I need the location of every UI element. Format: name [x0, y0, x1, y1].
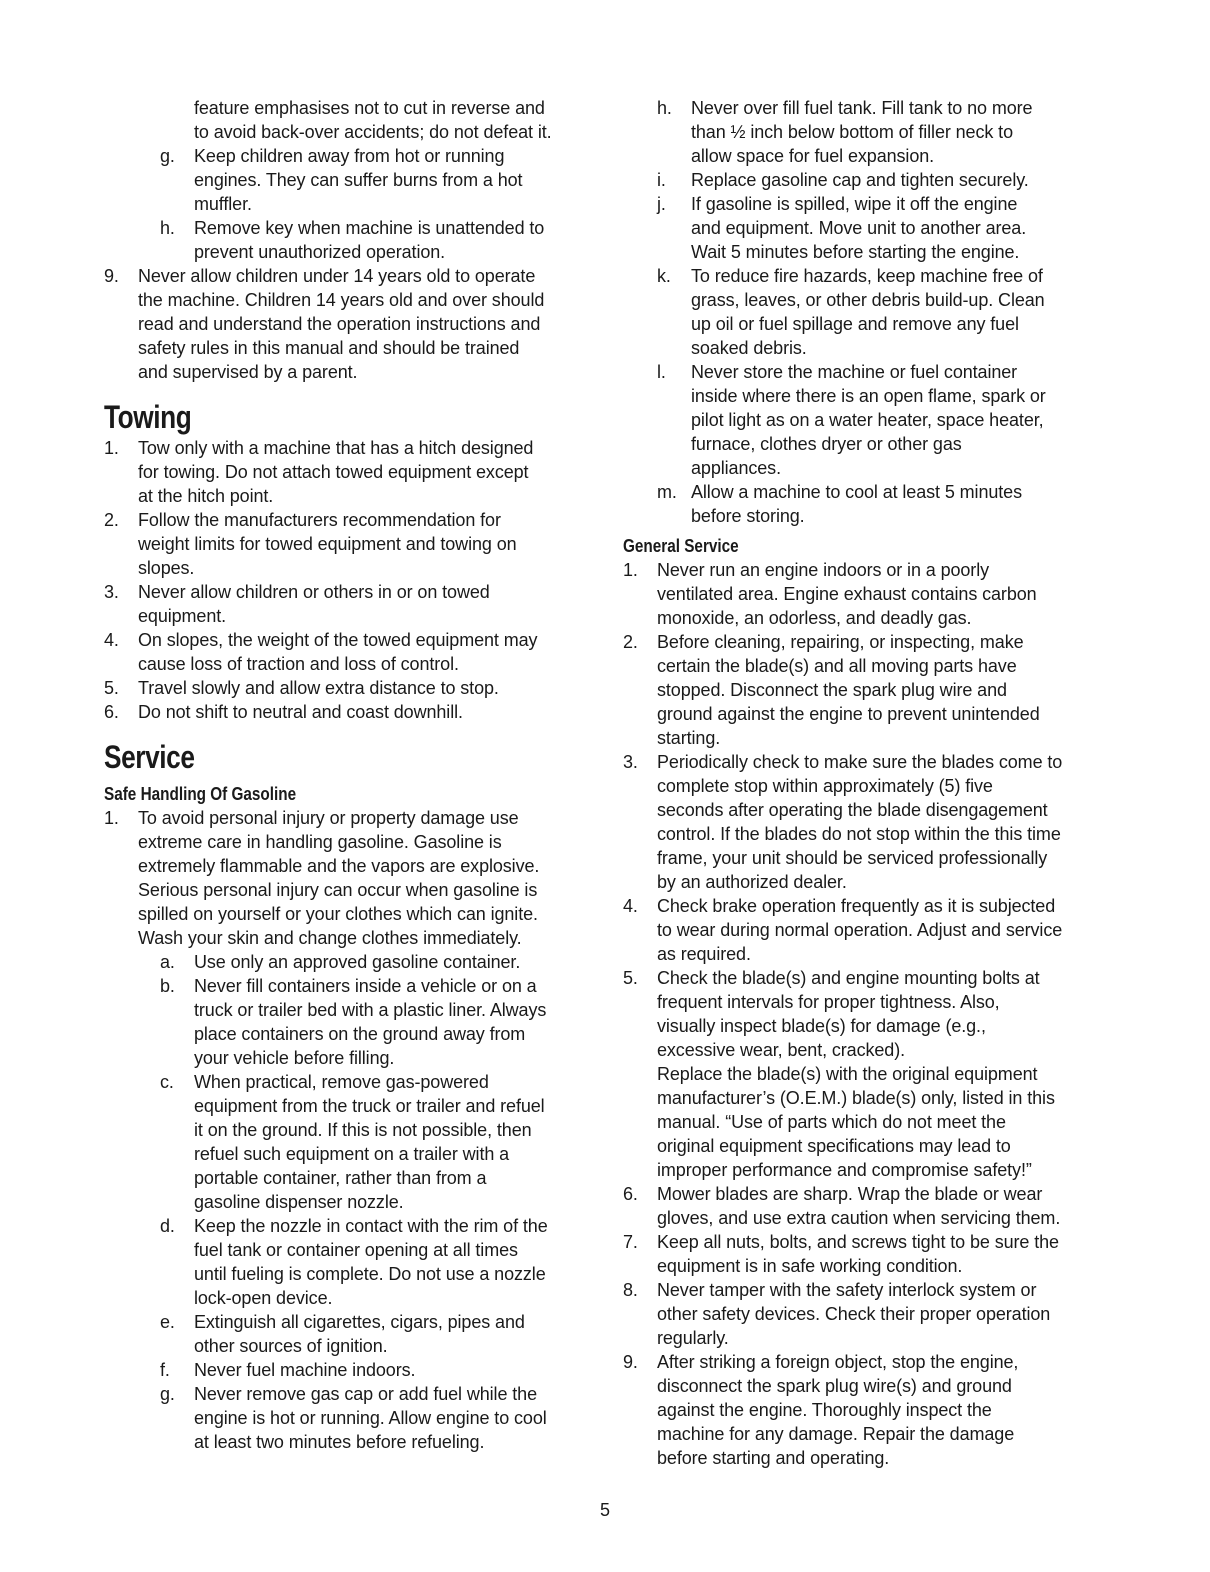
item-text: Periodically check to make sure the blades come to — [657, 752, 1063, 772]
item-text: Tow only with a machine that has a hitch designed — [138, 438, 534, 458]
text-line — [104, 1358, 592, 1382]
right-column — [623, 96, 1113, 1470]
item-text: Check the blade(s) and engine mounting bolts at — [657, 968, 1040, 988]
text-line — [104, 1166, 592, 1190]
text-line — [104, 264, 592, 288]
item-text: Keep the nozzle in contact with the rim of the — [194, 1216, 548, 1236]
text-line — [623, 1422, 1113, 1446]
item-text: On slopes, the weight of the towed equipment may — [138, 630, 538, 650]
item-text: Replace gasoline cap and tighten securely. — [691, 170, 1029, 190]
item-text: Do not shift to neutral and coast downhill. — [138, 702, 463, 722]
item-label: a. — [160, 952, 175, 972]
item-label: f. — [160, 1360, 170, 1380]
list-item — [623, 630, 1113, 750]
text-line — [104, 168, 592, 192]
text-line — [623, 894, 1113, 918]
service-heading: Service — [104, 739, 195, 775]
text-line — [104, 926, 592, 950]
list-item — [104, 676, 592, 700]
item-label: 7. — [623, 1232, 638, 1252]
text-line — [104, 508, 592, 532]
item-label: 5. — [623, 968, 638, 988]
text-line — [623, 144, 1113, 168]
item-text: Never store the machine or fuel container — [691, 362, 1018, 382]
item-label: j. — [657, 194, 666, 214]
item-text: it on the ground. If this is not possible, then — [194, 1120, 532, 1140]
sub-list-item — [623, 480, 1113, 528]
item-text: at least two minutes before refueling. — [194, 1432, 485, 1452]
text-line — [104, 1214, 592, 1238]
item-text: If gasoline is spilled, wipe it off the engine — [691, 194, 1018, 214]
list-item — [623, 966, 1113, 1182]
item-text: Never over fill fuel tank. Fill tank to no more — [691, 98, 1033, 118]
text-line — [623, 408, 1113, 432]
item-text: Before cleaning, repairing, or inspecting, make — [657, 632, 1024, 652]
item-text: machine for any damage. Repair the damage — [657, 1424, 1015, 1444]
item-label: c. — [160, 1072, 174, 1092]
list-item — [104, 264, 592, 384]
text-line — [104, 1142, 592, 1166]
item-text: certain the blade(s) and all moving parts have — [657, 656, 1017, 676]
list-item — [104, 508, 592, 580]
item-text: other sources of ignition. — [194, 1336, 388, 1356]
item-text: the machine. Children 14 years old and over should — [138, 290, 545, 310]
sub-list-item — [623, 264, 1113, 360]
item-text: to avoid back-over accidents; do not defeat it. — [194, 122, 552, 142]
list-item — [104, 700, 592, 724]
text-line — [104, 96, 592, 120]
text-line — [623, 654, 1113, 678]
text-line — [623, 870, 1113, 894]
text-line — [623, 798, 1113, 822]
text-line — [623, 384, 1113, 408]
text-line — [623, 1374, 1113, 1398]
item-label: l. — [657, 362, 666, 382]
list-item — [623, 558, 1113, 630]
item-label: 5. — [104, 678, 119, 698]
text-line — [104, 580, 592, 604]
text-line — [623, 264, 1113, 288]
page-number: 5 — [599, 1500, 610, 1520]
item-label: 2. — [104, 510, 119, 530]
text-line — [104, 1190, 592, 1214]
text-line — [104, 676, 592, 700]
item-label: d. — [160, 1216, 175, 1236]
text-line — [623, 630, 1113, 654]
text-line — [104, 1382, 592, 1406]
text-line — [104, 460, 592, 484]
item-label: 1. — [104, 808, 119, 828]
item-text: against the engine. Thoroughly inspect the — [657, 1400, 992, 1420]
item-text: Never remove gas cap or add fuel while the — [194, 1384, 537, 1404]
item-text: Wash your skin and change clothes immediately. — [138, 928, 522, 948]
item-label: h. — [657, 98, 672, 118]
item-text: Never tamper with the safety interlock system or — [657, 1280, 1037, 1300]
list-item — [623, 1278, 1113, 1350]
text-line — [104, 556, 592, 580]
safe-handling-subheading: Safe Handling Of Gasoline — [104, 784, 297, 804]
item-text: Mower blades are sharp. Wrap the blade or wear — [657, 1184, 1043, 1204]
item-text: regularly. — [657, 1328, 729, 1348]
list-item — [623, 1182, 1113, 1230]
text-line — [623, 1014, 1113, 1038]
item-text: until fueling is complete. Do not use a nozzle — [194, 1264, 546, 1284]
text-line — [104, 484, 592, 508]
text-line — [623, 1086, 1113, 1110]
item-label: g. — [160, 1384, 175, 1404]
item-text: extremely flammable and the vapors are explosive. — [138, 856, 540, 876]
list-item — [623, 750, 1113, 894]
text-line — [104, 1070, 592, 1094]
text-line — [623, 240, 1113, 264]
item-label: 3. — [104, 582, 119, 602]
text-line — [623, 288, 1113, 312]
text-line — [104, 950, 592, 974]
text-line — [623, 774, 1113, 798]
text-line — [104, 806, 592, 830]
item-text: stopped. Disconnect the spark plug wire and — [657, 680, 1007, 700]
text-line — [623, 1182, 1113, 1206]
sub-list-item — [104, 974, 592, 1070]
sub-list-item — [623, 168, 1113, 192]
item-text: safety rules in this manual and should be trained — [138, 338, 520, 358]
item-text: furnace, clothes dryer or other gas — [691, 434, 962, 454]
text-line — [104, 216, 592, 240]
text-line — [104, 1406, 592, 1430]
item-text: excessive wear, bent, cracked). — [657, 1040, 906, 1060]
text-line — [104, 192, 592, 216]
item-text: Travel slowly and allow extra distance to stop. — [138, 678, 499, 698]
item-text: refuel such equipment on a trailer with a — [194, 1144, 510, 1164]
item-text: frequent intervals for proper tightness. Also, — [657, 992, 1000, 1012]
item-text: and equipment. Move unit to another area. — [691, 218, 1027, 238]
item-text: Never allow children or others in or on towed — [138, 582, 490, 602]
item-text: Never run an engine indoors or in a poorly — [657, 560, 989, 580]
item-text: lock-open device. — [194, 1288, 333, 1308]
text-line — [104, 1118, 592, 1142]
item-text: to wear during normal operation. Adjust and service — [657, 920, 1063, 940]
item-text: ground against the engine to prevent unintended — [657, 704, 1040, 724]
item-text: inside where there is an open flame, spark or — [691, 386, 1046, 406]
text-line — [623, 1446, 1113, 1470]
item-text: complete stop within approximately (5) five — [657, 776, 993, 796]
text-line — [623, 168, 1113, 192]
text-line — [623, 1230, 1113, 1254]
item-text: Replace the blade(s) with the original equipment — [657, 1064, 1038, 1084]
text-line — [104, 652, 592, 676]
item-text: extreme care in handling gasoline. Gasoline is — [138, 832, 502, 852]
item-text: Never fuel machine indoors. — [194, 1360, 416, 1380]
text-line — [623, 918, 1113, 942]
item-text: allow space for fuel expansion. — [691, 146, 935, 166]
sub-list-item — [623, 96, 1113, 168]
item-text: Use only an approved gasoline container. — [194, 952, 521, 972]
item-text: visually inspect blade(s) for damage (e.g., — [657, 1016, 986, 1036]
text-line — [623, 432, 1113, 456]
sub-list-item — [104, 1358, 592, 1382]
item-text: portable container, rather than from a — [194, 1168, 487, 1188]
list-item — [623, 894, 1113, 966]
item-text: When practical, remove gas-powered — [194, 1072, 489, 1092]
item-text: weight limits for towed equipment and towing on — [138, 534, 517, 554]
item-text: ventilated area. Engine exhaust contains carbon — [657, 584, 1037, 604]
text-line — [623, 606, 1113, 630]
text-line — [623, 1134, 1113, 1158]
item-label: 6. — [104, 702, 119, 722]
text-line — [623, 192, 1113, 216]
text-line — [104, 628, 592, 652]
item-label: k. — [657, 266, 671, 286]
item-text: slopes. — [138, 558, 195, 578]
sub-list-item — [104, 1070, 592, 1214]
text-line — [104, 1238, 592, 1262]
text-line — [623, 120, 1113, 144]
text-line — [623, 1350, 1113, 1374]
text-line — [623, 990, 1113, 1014]
item-text: engine is hot or running. Allow engine to cool — [194, 1408, 547, 1428]
text-line — [623, 846, 1113, 870]
item-text: Never allow children under 14 years old to operate — [138, 266, 536, 286]
item-text: equipment from the truck or trailer and refuel — [194, 1096, 545, 1116]
text-line — [104, 974, 592, 998]
text-line — [104, 360, 592, 384]
item-text: than ½ inch below bottom of filler neck to — [691, 122, 1013, 142]
list-item — [104, 436, 592, 508]
item-text: muffler. — [194, 194, 252, 214]
text-line — [623, 678, 1113, 702]
text-line — [104, 336, 592, 360]
item-text: Serious personal injury can occur when gasoline is — [138, 880, 538, 900]
item-text: feature emphasises not to cut in reverse and — [194, 98, 545, 118]
item-text: soaked debris. — [691, 338, 807, 358]
text-line — [104, 288, 592, 312]
item-text: Keep all nuts, bolts, and screws tight to be sure the — [657, 1232, 1059, 1252]
item-text: up oil or fuel spillage and remove any fuel — [691, 314, 1019, 334]
text-line — [623, 1062, 1113, 1086]
item-label: b. — [160, 976, 175, 996]
item-text: equipment. — [138, 606, 227, 626]
item-label: 1. — [623, 560, 638, 580]
item-text: improper performance and compromise safety!” — [657, 1160, 1032, 1180]
sub-list-item — [623, 360, 1113, 480]
item-text: original equipment specifications may lead to — [657, 1136, 1011, 1156]
sub-list-item — [623, 192, 1113, 264]
text-line — [104, 436, 592, 460]
item-label: 2. — [623, 632, 638, 652]
text-line — [623, 1302, 1113, 1326]
text-line — [104, 1430, 592, 1454]
item-label: i. — [657, 170, 666, 190]
list-item — [104, 628, 592, 676]
text-line — [623, 726, 1113, 750]
item-text: your vehicle before filling. — [194, 1048, 395, 1068]
item-text: read and understand the operation instructions and — [138, 314, 541, 334]
item-text: manufacturer’s (O.E.M.) blade(s) only, listed in this — [657, 1088, 1055, 1108]
item-label: 1. — [104, 438, 119, 458]
text-line — [623, 456, 1113, 480]
item-text: truck or trailer bed with a plastic liner. Always — [194, 1000, 547, 1020]
item-text: To avoid personal injury or property damage use — [138, 808, 519, 828]
item-text: To reduce fire hazards, keep machine free of — [691, 266, 1043, 286]
list-item — [104, 806, 592, 950]
text-line — [623, 966, 1113, 990]
text-line — [623, 312, 1113, 336]
item-text: Keep children away from hot or running — [194, 146, 505, 166]
text-line — [104, 1094, 592, 1118]
sub-list-item — [104, 1382, 592, 1454]
item-label: 4. — [104, 630, 119, 650]
text-line — [104, 1262, 592, 1286]
text-line — [104, 312, 592, 336]
item-label: g. — [160, 146, 175, 166]
text-line — [104, 604, 592, 628]
text-line — [623, 336, 1113, 360]
text-line — [104, 1310, 592, 1334]
sub-list-item — [104, 144, 592, 216]
item-label: m. — [657, 482, 677, 502]
list-item — [623, 1350, 1113, 1470]
text-line — [623, 480, 1113, 504]
item-text: Never fill containers inside a vehicle or on a — [194, 976, 537, 996]
item-text: frame, your unit should be serviced professionally — [657, 848, 1048, 868]
text-line — [623, 1158, 1113, 1182]
sub-list-item — [104, 216, 592, 264]
text-line — [104, 240, 592, 264]
text-line — [104, 830, 592, 854]
item-text: disconnect the spark plug wire(s) and ground — [657, 1376, 1012, 1396]
text-line — [104, 144, 592, 168]
left-column — [104, 96, 592, 1454]
item-text: pilot light as on a water heater, space heater, — [691, 410, 1044, 430]
list-item — [104, 580, 592, 628]
item-text: Remove key when machine is unattended to — [194, 218, 545, 238]
item-text: After striking a foreign object, stop the engine, — [657, 1352, 1019, 1372]
item-text: cause loss of traction and loss of control. — [138, 654, 459, 674]
item-label: 8. — [623, 1280, 638, 1300]
sub-list-item — [104, 950, 592, 974]
text-line — [623, 582, 1113, 606]
text-line — [623, 360, 1113, 384]
text-line — [104, 1334, 592, 1358]
item-label: e. — [160, 1312, 175, 1332]
item-label: 9. — [623, 1352, 638, 1372]
item-text: manual. “Use of parts which do not meet the — [657, 1112, 1006, 1132]
item-text: Wait 5 minutes before starting the engine. — [691, 242, 1020, 262]
item-text: other safety devices. Check their proper operation — [657, 1304, 1051, 1324]
item-label: 6. — [623, 1184, 638, 1204]
item-text: at the hitch point. — [138, 486, 274, 506]
item-text: as required. — [657, 944, 751, 964]
text-line — [104, 120, 592, 144]
item-text: starting. — [657, 728, 721, 748]
text-line — [623, 1278, 1113, 1302]
item-text: spilled on yourself or your clothes which can ignite. — [138, 904, 538, 924]
text-line — [104, 902, 592, 926]
text-line — [623, 504, 1113, 528]
text-line — [623, 822, 1113, 846]
item-text: monoxide, an odorless, and deadly gas. — [657, 608, 972, 628]
text-line — [104, 532, 592, 556]
text-line — [104, 700, 592, 724]
item-label: h. — [160, 218, 175, 238]
item-text: grass, leaves, or other debris build-up. Clean — [691, 290, 1045, 310]
text-line — [623, 750, 1113, 774]
item-text: fuel tank or container opening at all times — [194, 1240, 518, 1260]
item-label: 3. — [623, 752, 638, 772]
text-line — [623, 1038, 1113, 1062]
text-line — [104, 998, 592, 1022]
list-item — [623, 1230, 1113, 1278]
item-text: control. If the blades do not stop within the this time — [657, 824, 1061, 844]
item-text: gasoline dispenser nozzle. — [194, 1192, 404, 1212]
item-text: prevent unauthorized operation. — [194, 242, 446, 262]
text-line — [104, 1286, 592, 1310]
text-line — [623, 1254, 1113, 1278]
item-text: seconds after operating the blade disengagement — [657, 800, 1048, 820]
text-line — [623, 96, 1113, 120]
text-line — [104, 878, 592, 902]
item-text: engines. They can suffer burns from a hot — [194, 170, 523, 190]
text-line — [623, 1110, 1113, 1134]
item-text: equipment is in safe working condition. — [657, 1256, 963, 1276]
item-text: Extinguish all cigarettes, cigars, pipes and — [194, 1312, 525, 1332]
item-label: 4. — [623, 896, 638, 916]
item-text: place containers on the ground away from — [194, 1024, 526, 1044]
text-line — [104, 1046, 592, 1070]
sub-list-item — [104, 1214, 592, 1310]
text-line — [623, 942, 1113, 966]
continued-text — [104, 96, 592, 144]
text-line — [623, 1206, 1113, 1230]
text-line — [623, 216, 1113, 240]
item-text: before storing. — [691, 506, 805, 526]
text-line — [623, 1398, 1113, 1422]
text-line — [104, 854, 592, 878]
text-line — [623, 1326, 1113, 1350]
item-label: 9. — [104, 266, 119, 286]
general-service-subheading: General Service — [623, 536, 739, 556]
text-line — [623, 558, 1113, 582]
towing-heading: Towing — [104, 399, 192, 435]
item-text: by an authorized dealer. — [657, 872, 847, 892]
item-text: Check brake operation frequently as it is subjected — [657, 896, 1056, 916]
item-text: Follow the manufacturers recommendation for — [138, 510, 501, 530]
text-line — [104, 1022, 592, 1046]
item-text: Allow a machine to cool at least 5 minutes — [691, 482, 1022, 502]
sub-list-item — [104, 1310, 592, 1358]
item-text: for towing. Do not attach towed equipment except — [138, 462, 529, 482]
item-text: and supervised by a parent. — [138, 362, 358, 382]
item-text: before starting and operating. — [657, 1448, 890, 1468]
text-line — [623, 702, 1113, 726]
item-text: gloves, and use extra caution when servicing them. — [657, 1208, 1061, 1228]
item-text: appliances. — [691, 458, 781, 478]
